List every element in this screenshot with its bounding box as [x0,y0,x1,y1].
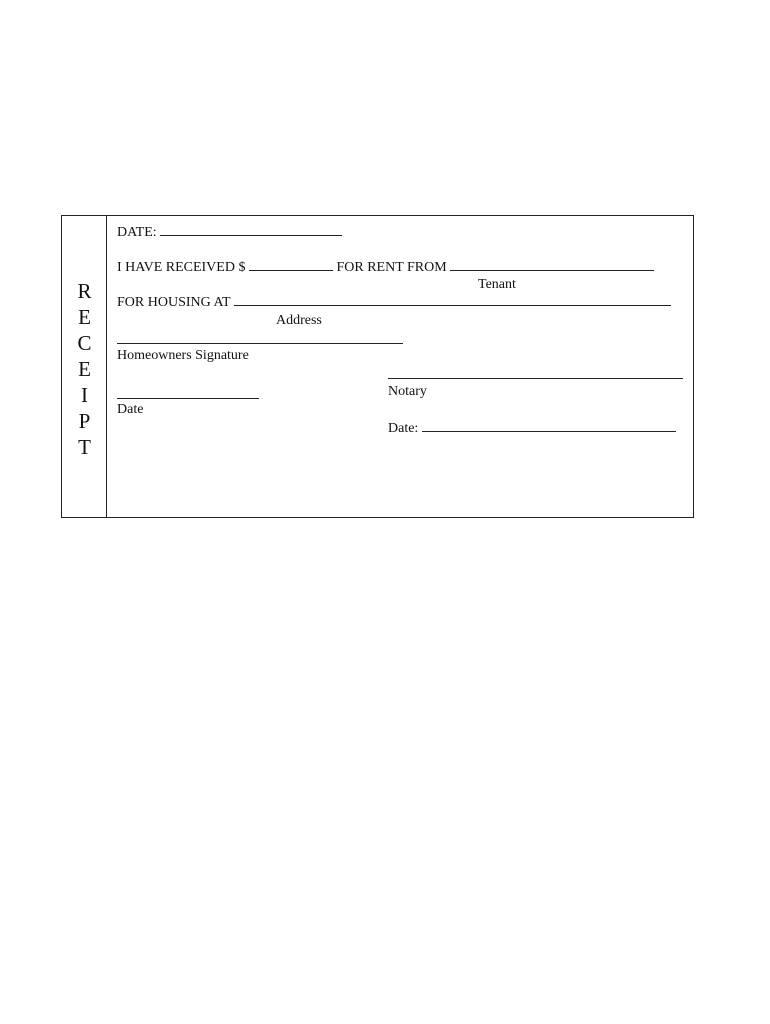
side-letter: C [77,331,92,355]
received-label: I HAVE RECEIVED $ [117,260,246,275]
housing-label: FOR HOUSING AT [117,295,231,310]
notary-date-label: Date: [388,421,419,436]
address-field[interactable] [234,294,671,306]
tenant-caption: Tenant [478,277,516,292]
address-caption: Address [276,313,322,328]
tenant-field[interactable] [450,259,654,271]
notary-date-row [388,420,676,437]
side-letter: E [78,305,91,329]
notary-date-field[interactable] [422,420,676,432]
side-letter: P [78,409,91,433]
side-letter: I [81,383,88,407]
notary-signature-field[interactable] [388,378,683,379]
notary-caption: Notary [388,384,427,399]
received-row [117,259,654,276]
date-label: DATE: [117,225,157,240]
housing-row [117,294,671,311]
date-field[interactable] [160,224,342,236]
receipt-side-label [62,216,107,517]
homeowner-signature-field[interactable] [117,343,403,344]
homeowner-caption: Homeowners Signature [117,348,249,363]
side-letter: R [77,279,92,303]
date-row [117,224,342,241]
side-letter: E [78,357,91,381]
side-letter: T [78,435,91,459]
receipt-form [61,215,694,518]
amount-field[interactable] [249,259,333,271]
date-caption: Date [117,402,144,417]
for-rent-from-label: FOR RENT FROM [336,260,447,275]
signature-date-field[interactable] [117,398,259,399]
